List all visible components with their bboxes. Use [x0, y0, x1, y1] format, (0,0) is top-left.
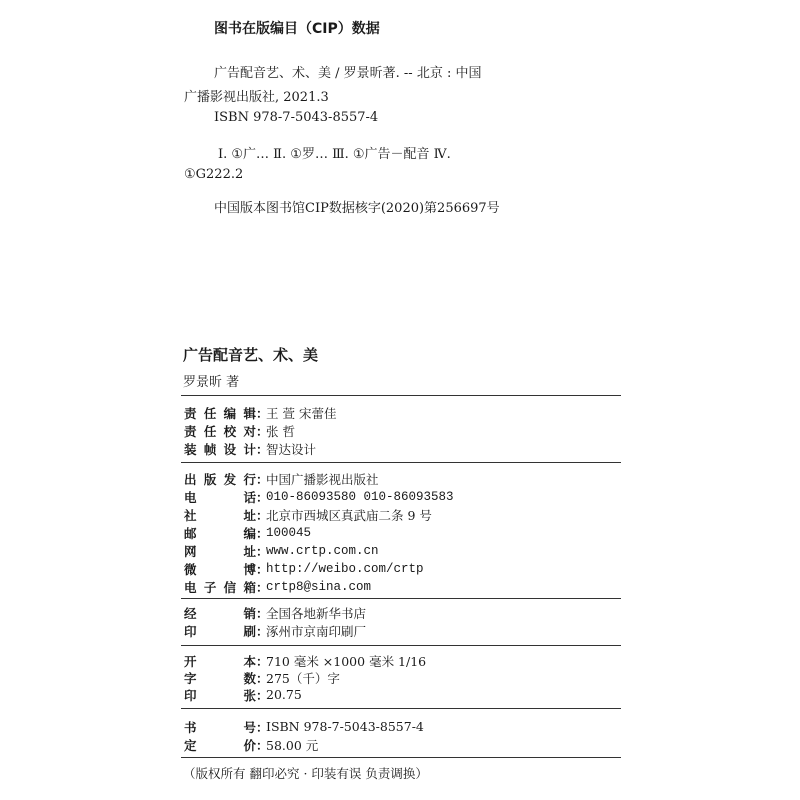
row-value: 710 毫米 ×1000 毫米 1/16: [266, 653, 427, 669]
row-value: 275（千）字: [266, 670, 340, 686]
row-value: 王 萱 宋蕾佳: [266, 405, 337, 421]
isbn-row: 书号 ： ISBN 978-7-5043-8557-4: [184, 719, 424, 735]
row-label: 电子信箱: [184, 579, 256, 595]
row-label: 网址: [184, 543, 256, 559]
weibo-row: 微博 ： http://weibo.com/crtp: [184, 561, 424, 577]
proofreader-row: 责任校对 ： 张 哲: [184, 423, 295, 439]
row-value: 010-86093580 010-86093583: [266, 489, 454, 504]
row-value: 中国广播影视出版社: [266, 471, 379, 487]
row-value: crtp8@sina.com: [266, 579, 372, 594]
address-row: 社址 ： 北京市西城区真武庙二条 9 号: [184, 507, 432, 523]
book-author: 罗景昕 著: [183, 375, 240, 390]
cip-line-1: 广告配音艺、术、美 / 罗景昕著. -- 北京 : 中国: [214, 66, 482, 81]
divider: [181, 708, 621, 709]
row-value: 智达设计: [266, 441, 317, 457]
row-value: 58.00 元: [266, 737, 319, 753]
divider: [181, 462, 621, 463]
row-label: 书号: [184, 719, 256, 735]
row-label: 社址: [184, 507, 256, 523]
postcode-row: 邮编 ： 100045: [184, 525, 312, 541]
distributor-row: 经销 ： 全国各地新华书店: [184, 605, 367, 621]
divider: [181, 757, 621, 758]
cip-record-number: 中国版本图书馆CIP数据核字(2020)第256697号: [214, 201, 500, 216]
copyright-notice: （版权所有 翻印必究 · 印装有误 负责调换）: [183, 766, 428, 781]
row-label: 印张: [184, 687, 256, 703]
cip-title: 图书在版编目（CIP）数据: [214, 21, 380, 37]
row-label: 定价: [184, 737, 256, 753]
row-label: 出版发行: [184, 471, 256, 487]
row-value: 涿州市京南印刷厂: [266, 623, 367, 639]
divider: [181, 645, 621, 646]
row-label: 邮编: [184, 525, 256, 541]
website-row: 网址 ： www.crtp.com.cn: [184, 543, 379, 559]
printer-row: 印刷 ： 涿州市京南印刷厂: [184, 623, 367, 639]
editor-row: 责任编辑 ： 王 萱 宋蕾佳: [184, 405, 337, 421]
row-label: 经销: [184, 605, 256, 621]
row-label: 微博: [184, 561, 256, 577]
row-label: 责任编辑: [184, 405, 256, 421]
row-value: 全国各地新华书店: [266, 605, 367, 621]
designer-row: 装帧设计 ： 智达设计: [184, 441, 317, 457]
cip-classification-code: ①G222.2: [184, 167, 244, 182]
row-label: 责任校对: [184, 423, 256, 439]
cip-classification: Ⅰ. ①广… Ⅱ. ①罗… Ⅲ. ①广告－配音 Ⅳ.: [218, 147, 451, 162]
row-value: 20.75: [266, 687, 302, 702]
publisher-row: 出版发行 ： 中国广播影视出版社: [184, 471, 379, 487]
row-value: 张 哲: [266, 423, 295, 439]
row-label: 电话: [184, 489, 256, 505]
sheets-row: 印张 ： 20.75: [184, 687, 302, 703]
price-row: 定价 ： 58.00 元: [184, 737, 319, 753]
book-title: 广告配音艺、术、美: [183, 346, 319, 364]
row-value: 100045: [266, 525, 312, 540]
row-label: 印刷: [184, 623, 256, 639]
divider: [181, 598, 621, 599]
cip-isbn: ISBN 978-7-5043-8557-4: [214, 110, 379, 125]
row-label: 开本: [184, 653, 256, 669]
row-label: 装帧设计: [184, 441, 256, 457]
cip-line-2: 广播影视出版社, 2021.3: [184, 90, 329, 105]
row-label: 字数: [184, 670, 256, 686]
row-value: http://weibo.com/crtp: [266, 561, 424, 576]
row-value: ISBN 978-7-5043-8557-4: [266, 719, 424, 734]
phone-row: 电话 ： 010-86093580 010-86093583: [184, 489, 454, 505]
row-value: 北京市西城区真武庙二条 9 号: [266, 507, 432, 523]
divider: [181, 395, 621, 396]
format-row: 开本 ： 710 毫米 ×1000 毫米 1/16: [184, 653, 427, 669]
word-count-row: 字数 ： 275（千）字: [184, 670, 340, 686]
row-value: www.crtp.com.cn: [266, 543, 379, 558]
email-row: 电子信箱 ： crtp8@sina.com: [184, 579, 372, 595]
